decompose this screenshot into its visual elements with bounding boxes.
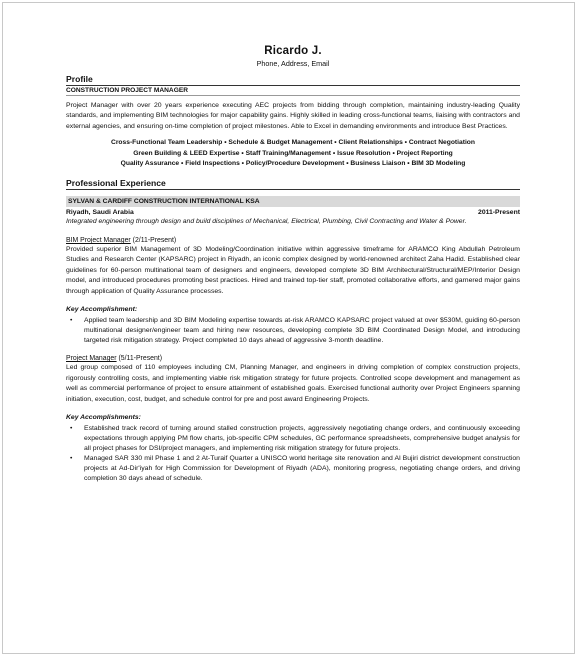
experience-section-title: Professional Experience — [66, 178, 520, 190]
profile-summary: Project Manager with over 20 years experience executing AEC projects from bidding through completion, maintaining industry-leading Quality standards, and implementing BIM technologies for major capability gains. Highly skilled in leading cross-functional teams, liaising with contractors and external agencies, and ensuring on-time completion of project milestones. Able to Excel in demanding environments and introduce Best Practices. — [66, 102, 520, 130]
list-item-text: Applied team leadership and 3D BIM Modeling expertise towards at-risk ARAMCO KAPSARC project valued at over $530M, guiding 60-person multinational designer/engineer team and hiring new resources, developing complete 3D BIM Coordinated Design Model, and introducing targeted risk mitigation strategy. Project completed 10 days ahead of aggressive 3-month deadline. — [84, 317, 520, 345]
employer-name: SYLVAN & CARDIFF CONSTRUCTION INTERNATIONAL KSA — [66, 196, 520, 207]
bullet-icon: • — [70, 455, 73, 463]
employer-description: Integrated engineering through design and build disciplines of Mechanical, Electrical, Plumbing, Civil Contracting and Water & Power. — [66, 218, 467, 225]
skills-line: Cross-Functional Team Leadership • Schedule & Budget Management • Client Relationships • Contract Negotiation — [111, 139, 475, 147]
accomplishment-heading: Key Accomplishment: — [66, 306, 138, 314]
contact-line: Phone, Address, Email — [256, 59, 330, 68]
role-heading — [66, 237, 520, 244]
role-heading — [66, 355, 520, 362]
list-item-text: Established track record of turning around stalled construction projects, aggressively negotiating change orders, and continuously exceeding expectations through applying PM flow charts, job-specific CPM schedules, GC performance spreadsheets, comprehensive budget analysis for all project phases for DSI/project managers, and implementing risk mitigation strategy for future projects. — [84, 424, 520, 453]
skills-line: Quality Assurance • Field Inspections • Policy/Procedure Development • Business Liaison • BIM 3D Modeling — [120, 160, 466, 168]
accomplishment-list — [66, 316, 520, 346]
employer-location-row — [66, 209, 520, 216]
employer-dates: 2011-Present — [478, 209, 520, 216]
profile-subtitle: CONSTRUCTION PROJECT MANAGER — [66, 87, 520, 96]
list-item-text: Managed SAR 330 mil Phase 1 and 2 At-Turaif Quarter a UNISCO world heritage site renovation and Al Bujiri district development construction projects at Ad-Dir'iyah for High Commission for Development of Riyadh (ADA), monitoring progress, negotiating change orders, and driving completion 30 days ahead of schedule. — [84, 455, 520, 483]
role-dates: (5/11-Present) — [116, 355, 163, 363]
bullet-icon: • — [70, 424, 73, 432]
bullet-icon: • — [70, 317, 73, 325]
skills-block — [66, 138, 520, 170]
role-summary: Provided superior BIM Management of 3D Modeling/Coordination initiative within aggressive timeframe for ARAMCO King Abdullah Petroleum Studies and Research Center (KAPSARC) project in Riyadh, an iconic complex designed by world-renowned architect Zaha Hadid. Established clear guidelines for 60-person multinational team of designers and engineers, developed complete 3D BIM Architectural/Structural/MEP/Interior Design model, and introduced procedures promoting best practices. Hired and trained top-tier staff, promoted collaborative efforts, and garnered major gains through application of Quality Assurance processes. — [66, 246, 520, 295]
list-item — [66, 316, 520, 346]
resume-page — [2, 2, 575, 654]
role-summary: Led group composed of 110 employees including CM, Planning Manager, and engineers in driving completion of complex construction projects, rigorously controlling costs, and implementing viable risk mitigation strategy for future projects. Controlled scope development and management as well as commercial performance of project to ensure attainment of established goals. Exercised functional authority over Project Engineers spanning initiation, execution, cost, budget, and schedule control for pre and post award Engineering Projects. — [66, 364, 520, 403]
list-item — [66, 454, 520, 484]
accomplishment-list — [66, 424, 520, 485]
list-item — [66, 424, 520, 454]
role-dates: (2/11-Present) — [130, 237, 177, 244]
accomplishment-heading: Key Accomplishments: — [66, 413, 141, 421]
resume-content — [66, 41, 520, 485]
candidate-name: Ricardo J. — [264, 45, 322, 57]
profile-section-title: Profile — [66, 74, 520, 86]
employer-location: Riyadh, Saudi Arabia — [66, 209, 134, 216]
role-title: BIM Project Manager — [66, 237, 131, 244]
role-title: Project Manager — [66, 355, 117, 363]
skills-line: Green Building & LEED Expertise • Staff Training/Management • Issue Resolution • Project Reporting — [133, 149, 453, 157]
